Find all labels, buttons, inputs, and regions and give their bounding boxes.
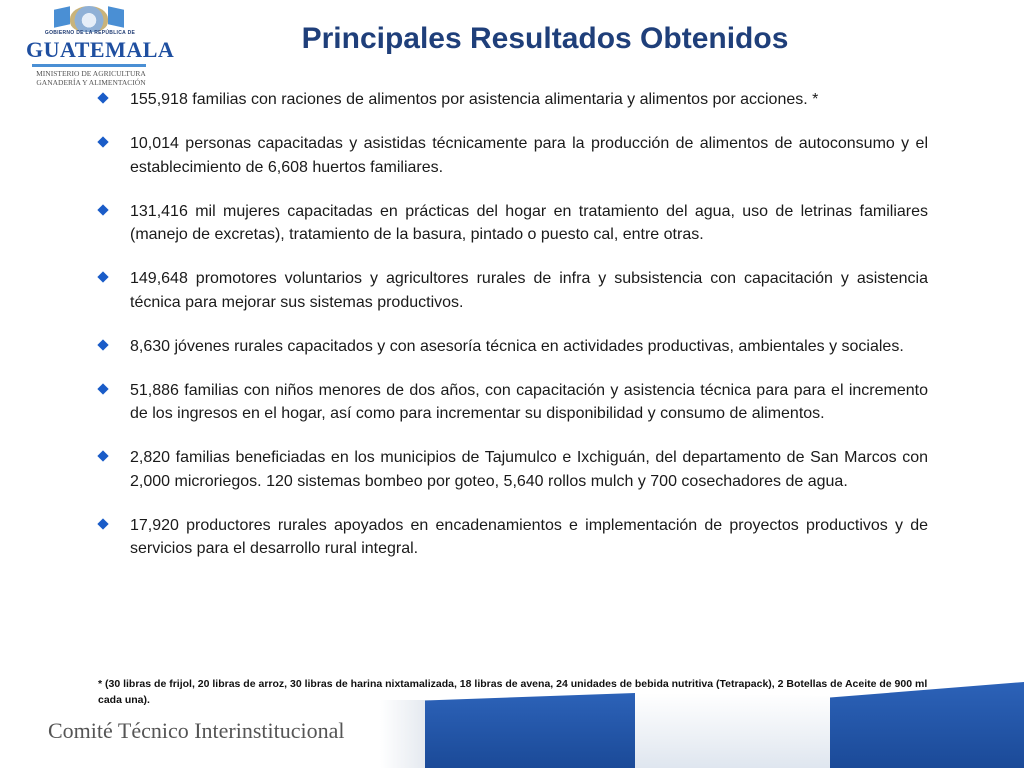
diamond-bullet-icon	[97, 339, 108, 350]
list-item-text: 155,918 familias con raciones de alimentos por asistencia alimentaria y alimentos por acciones. *	[130, 91, 819, 108]
guatemala-logo	[20, 6, 175, 90]
decorative-band	[425, 693, 635, 768]
flag-right-icon	[108, 6, 124, 27]
list-item-text: 51,886 familias con niños menores de dos años, con capacitación y asistencia técnica para para el incremento de los ingresos en el hogar, así como para incrementar su disponibilidad y consumo de alimentos.	[130, 381, 928, 422]
list-item	[98, 267, 928, 314]
coat-of-arms-icon	[70, 6, 108, 32]
list-item	[98, 514, 928, 561]
logo-ministry-line2: GANADERÍA Y ALIMENTACIÓN	[36, 78, 146, 87]
diamond-bullet-icon	[97, 92, 108, 103]
footnote: * (30 libras de frijol, 20 libras de arroz, 30 libras de harina nixtamalizada, 18 libras de avena, 24 unidades de bebida nutritiva (Tetrapack), 2 Botellas de Aceite de 900 ml cada una).	[98, 678, 928, 706]
list-item-text: 8,630 jóvenes rurales capacitados y con asesoría técnica en actividades productivas, ambientales y sociales.	[130, 337, 904, 355]
list-item	[98, 379, 928, 426]
diamond-bullet-icon	[97, 450, 108, 461]
logo-government-line: GOBIERNO DE LA REPÚBLICA DE	[44, 30, 136, 36]
list-item	[98, 446, 928, 493]
footer-committee-name: Comité Técnico Interinstitucional	[48, 718, 345, 743]
list-item-text: 2,820 familias beneficiadas en los municipios de Tajumulco e Ixchiguán, del departamento de San Marcos con 2,000 microriegos. 120 sistemas bombeo por goteo, 5,640 rollos mulch y 700 cosechadores de agua.	[130, 449, 928, 490]
diamond-bullet-icon	[97, 136, 108, 147]
decorative-band	[380, 700, 430, 768]
diamond-bullet-icon	[97, 271, 108, 282]
list-item-text: 131,416 mil mujeres capacitadas en prácticas del hogar en tratamiento del agua, uso de letrinas familiares (manejo de excretas), tratamiento de la basura, pintado o puesto cal, entre otras.	[130, 202, 928, 243]
list-item-text: 10,014 personas capacitadas y asistidas técnicamente para la producción de alimentos de autoconsumo y el establecimiento de 6,608 huertos familiares.	[130, 135, 928, 176]
diamond-bullet-icon	[97, 518, 108, 529]
list-item	[98, 335, 928, 359]
diamond-bullet-icon	[97, 383, 108, 394]
logo-stripe	[32, 64, 146, 67]
list-item	[98, 200, 928, 247]
list-item-text: 17,920 productores rurales apoyados en encadenamientos e implementación de proyectos productivos y de servicios para el desarrollo rural integral.	[130, 516, 928, 557]
page-title: Principales Resultados Obtenidos	[301, 22, 789, 55]
diamond-bullet-icon	[97, 204, 108, 215]
decorative-band	[635, 693, 830, 768]
results-list	[98, 88, 928, 581]
list-item	[98, 88, 928, 112]
list-item	[98, 132, 928, 179]
logo-name: GUATEMALA	[26, 37, 175, 62]
logo-ministry-line1: MINISTERIO DE AGRICULTURA	[36, 69, 146, 78]
flag-left-icon	[54, 6, 70, 27]
list-item-text: 149,648 promotores voluntarios y agricultores rurales de infra y subsistencia con capacitación y asistencia técnica para mejorar sus sistemas productivos.	[130, 270, 928, 311]
